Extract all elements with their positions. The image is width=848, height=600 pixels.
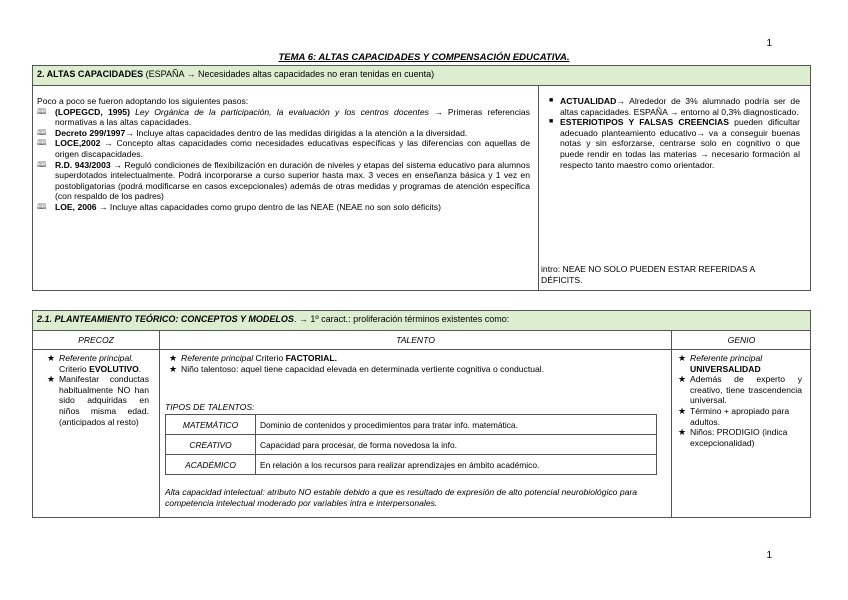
section-altas-capacidades-header [33,66,810,86]
section-altas-capacidades [32,65,811,291]
section21-heading-bold: 2.1. PLANTEAMIENTO TEÓRICO: CONCEPTOS Y MODELOS [37,314,294,324]
tipo-desc: Capacidad para procesar, de forma novedosa la info. [256,435,657,455]
intro-text: Poco a poco se fueron adoptando los siguientes pasos: [37,96,249,106]
bullet-point: ■ ESTERIOTIPOS Y FALSAS CREENCIAS pueden dificultar adecuado planteamiento educativo→ va a conseguir buenas notas y sin esforzarse, centrarse solo en cognitivo o que puede rendir en todas las materias → necesario formación al respecto tanto maestro como orientador. [549,117,801,170]
table-row [166,455,657,475]
column-header-talento: TALENTO [396,335,435,345]
star-point: ★ Referente principal UNIVERSALIDAD [678,353,763,374]
star-icon: ★ [678,374,687,385]
star-point: ★ Término + apropiado para adultos. [678,405,790,427]
column-header-divider [33,349,810,350]
tipo-name: MATEMÁTICO [166,415,256,435]
table-row [166,415,657,435]
star-icon: ★ [169,363,178,374]
star-point: ★ Referente principal. Criterio EVOLUTIVO. [47,353,142,374]
column-divider [538,86,539,291]
genio-column [678,353,802,448]
column-header-genio: GENIO [727,335,756,345]
book-icon: 🕮 [37,138,47,148]
bullet-point: ■ ACTUALIDAD→ Alrededor de 3% alumnado podría ser de altas capacidades. ESPAÑA → entorno al 0,3% diagnosticado. [549,96,800,117]
tipo-name: CREATIVO [166,435,256,455]
law-item: 🕮 R.D. 943/2003 → Reguló condiciones de flexibilización en duración de niveles y etapas del sistema educativo para alumnos superdotados intelectualmente. Podrá incorporarse a curso superior hasta max. 3 veces en enseñanza básica y 1 vez en postobligatorias (podrá modificarse en casos excepcionales) además de otras medidas y programas de atención específica (con respaldo de los padres) [37,159,530,202]
square-bullet-icon: ■ [549,118,554,126]
page-number-top: 1 [766,38,772,49]
tipo-name: ACADÉMICO [166,455,256,475]
square-bullet-icon: ■ [549,97,554,104]
tipo-desc: Dominio de contenidos y procedimientos para tratar info. matemática. [256,415,657,435]
star-point: ★ Niños: PRODIGIO (indica excepcionalidad) [678,427,788,448]
law-item: 🕮 LOE, 2006 → Incluye altas capacidades como grupo dentro de las NEAE (NEAE no son solo déficits) [37,201,441,212]
star-point: ★ Niño talentoso: aquel tiene capacidad elevada en determinada vertiente cognitiva o conductual. [169,363,545,374]
column-header-precoz: PRECOZ [78,335,114,345]
document-title: TEMA 6: ALTAS CAPACIDADES Y COMPENSACIÓN EDUCATIVA. [278,52,570,63]
book-icon: 🕮 [37,159,47,169]
star-icon: ★ [678,427,687,438]
star-icon: ★ [678,405,687,416]
right-points [548,96,800,170]
column-divider [671,331,672,518]
law-item: 🕮 Decreto 299/1997→ Incluye altas capacidades dentro de las medidas dirigidas a la atención a la diversidad. [37,127,468,138]
talento-column [169,353,665,374]
right-note: intro: NEAE NO SOLO PUEDEN ESTAR REFERIDAS A DÉFICITS. [541,264,755,285]
law-item: 🕮 (LOPEGCD, 1995) Ley Orgánica de la participación, la evaluación y los centros docentes → Primeras referencias normativas a las altas capacidades. [37,106,530,128]
section21-heading-rest: . → 1º caract.: proliferación términos existentes como: [293,314,510,324]
book-icon: 🕮 [37,201,47,211]
star-icon: ★ [169,353,178,363]
laws-column [37,96,530,213]
star-point: ★ Manifestar conductas habitualmente NO han sido adquiridas en niños misma edad. (anticipados al resto) [47,374,149,427]
section-planteamiento [32,310,811,518]
column-divider [159,331,160,518]
law-item: 🕮 LOCE,2002 → Concepto altas capacidades como necesidades educativas específicas y las diferencias con aquellas de origen discapacidades. [37,138,530,159]
precoz-column [47,353,149,427]
tipos-table [165,414,657,475]
star-point: ★ Referente principal Criterio FACTORIAL. [169,353,338,363]
talento-note: Alta capacidad intelectual: atributo NO estable debido a que es resultado de expresión de alto potencial neurobiológico para competencia intelectual moderado por variables intra e interpersonales. [165,487,638,508]
book-icon: 🕮 [37,127,47,137]
tipo-desc: En relación a los recursos para realizar aprendizajes en ámbito académico. [256,455,657,475]
star-icon: ★ [678,353,687,363]
section-heading-bold: 2. ALTAS CAPACIDADES [37,69,144,79]
star-icon: ★ [47,374,56,385]
star-point: ★ Además de experto y creativo, tiene trascendencia universal. [678,374,802,406]
page-number-bottom: 1 [766,550,772,561]
section-planteamiento-header [33,311,810,331]
table-row [166,435,657,455]
book-icon: 🕮 [37,106,47,116]
tipos-label: TIPOS DE TALENTOS: [165,402,255,412]
star-icon: ★ [47,353,56,363]
section-heading-rest: (ESPAÑA → Necesidades altas capacidades no eran tenidas en cuenta) [143,69,435,79]
